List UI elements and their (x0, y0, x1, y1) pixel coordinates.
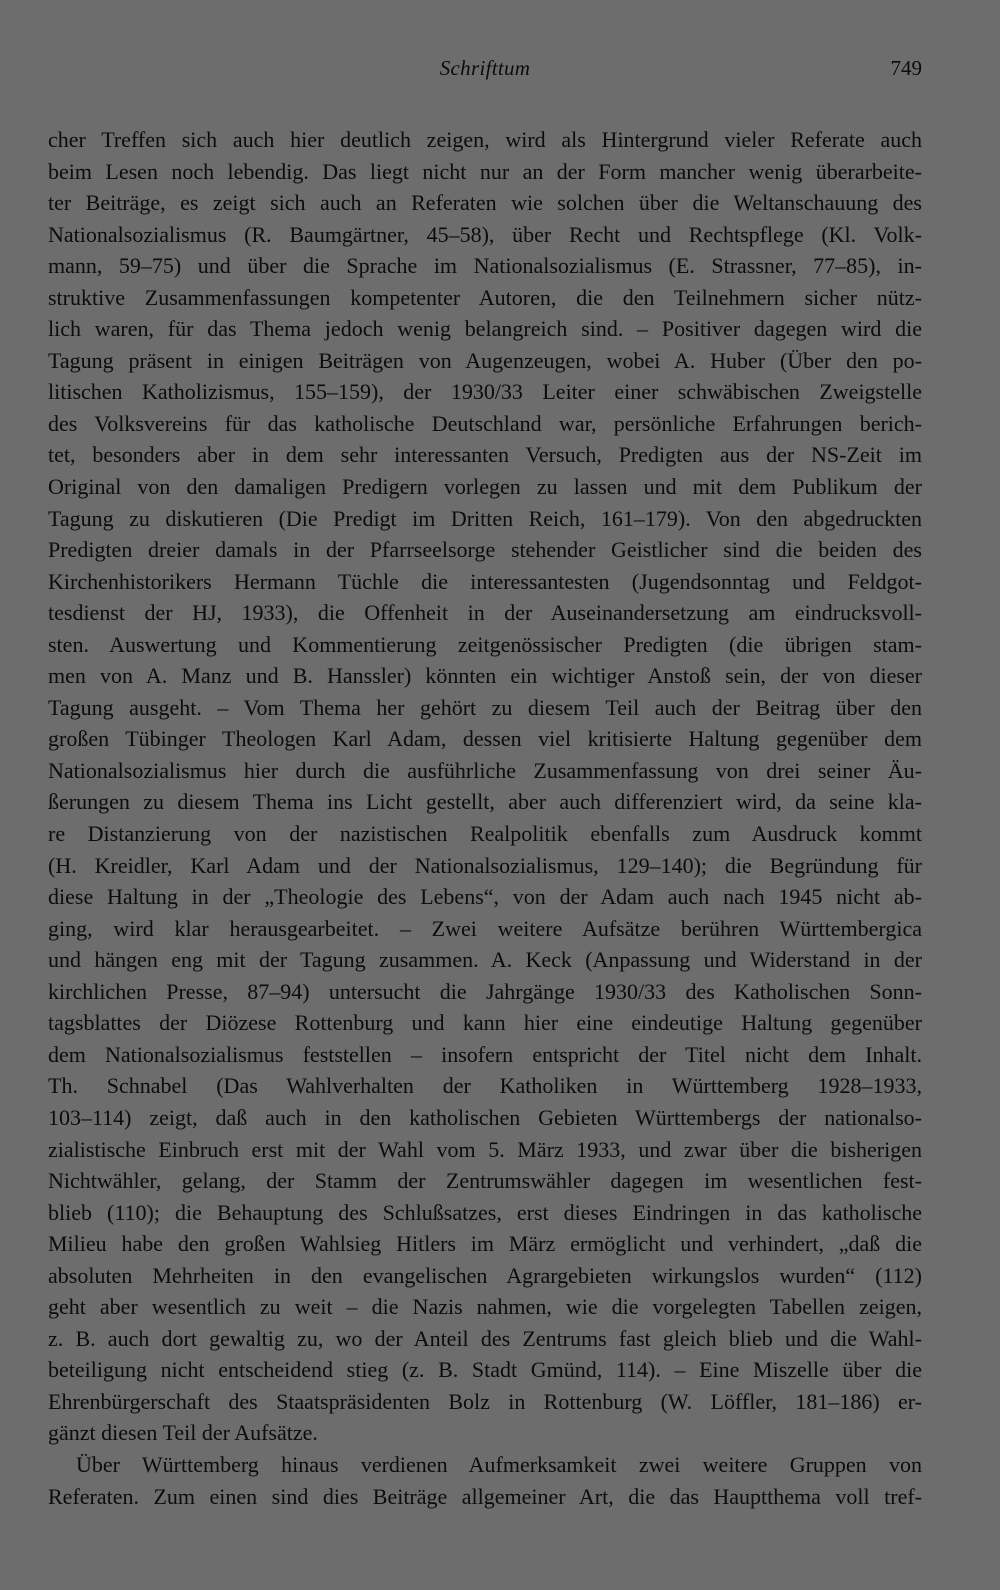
text-line: Nationalsozialismus (R. Baumgärtner, 45–58), über Recht und Rechtspflege (Kl. Volk- (48, 221, 922, 247)
text-line: tet, besonders aber in dem sehr interessanten Versuch, Predigten aus der NS-Zeit im (48, 442, 922, 468)
text-line: lich waren, für das Thema jedoch wenig belangreich sind. – Positiver dagegen wird die (48, 316, 922, 342)
text-line: Nichtwähler, gelang, der Stamm der Zentrumswähler dagegen im wesentlichen fest- (48, 1168, 922, 1194)
text-line: Referaten. Zum einen sind dies Beiträge allgemeiner Art, die das Hauptthema voll tref- (48, 1483, 922, 1509)
text-line: tagsblattes der Diözese Rottenburg und kann hier eine eindeutige Haltung gegenüber (48, 1010, 922, 1036)
text-line: zialistische Einbruch erst mit der Wahl vom 5. März 1933, und zwar über die bisherigen (48, 1136, 922, 1162)
body-text (48, 124, 922, 1512)
text-line: dem Nationalsozialismus feststellen – insofern entspricht der Titel nicht dem Inhalt. (48, 1041, 922, 1067)
text-line: Kirchenhistorikers Hermann Tüchle die interessantesten (Jugendsonntag und Feldgot- (48, 568, 922, 594)
running-head (48, 56, 922, 86)
text-line: Nationalsozialismus hier durch die ausführliche Zusammenfassung von drei seiner Äu- (48, 757, 922, 783)
text-line: cher Treffen sich auch hier deutlich zeigen, wird als Hintergrund vieler Referate auch (48, 127, 922, 152)
text-line: Tagung ausgeht. – Vom Thema her gehört zu diesem Teil auch der Beitrag über den (48, 694, 922, 720)
text-line: geht aber wesentlich zu weit – die Nazis nahmen, wie die vorgelegten Tabellen zeigen, (48, 1294, 922, 1320)
text-line: des Volksvereins für das katholische Deutschland war, persönliche Erfahrungen berich- (48, 410, 922, 436)
text-line: sten. Auswertung und Kommentierung zeitgenössischer Predigten (die übrigen stam- (48, 631, 922, 657)
text-line: Tagung präsent in einigen Beiträgen von Augenzeugen, wobei A. Huber (Über den po- (48, 347, 922, 373)
text-line: 103–114) zeigt, daß auch in den katholischen Gebieten Württembergs der nationalso- (48, 1104, 922, 1130)
text-line: ßerungen zu diesem Thema ins Licht gestellt, aber auch differenziert wird, da seine kla- (48, 789, 922, 815)
text-line: (H. Kreidler, Karl Adam und der Nationalsozialismus, 129–140); die Begründung für (48, 852, 922, 878)
text-line: mann, 59–75) und über die Sprache im Nationalsozialismus (E. Strassner, 77–85), in- (48, 253, 922, 279)
text-line: gänzt diesen Teil der Aufsätze. (48, 1420, 318, 1446)
text-line: ter Beiträge, es zeigt sich auch an Referaten wie solchen über die Weltanschauung des (48, 190, 922, 216)
text-line: Milieu habe den großen Wahlsieg Hitlers im März ermöglicht und verhindert, „daß die (48, 1231, 922, 1257)
text-line: struktive Zusammenfassungen kompetenter Autoren, die den Teilnehmern sicher nütz- (48, 284, 922, 310)
text-line: beim Lesen noch lebendig. Das liegt nicht nur an der Form mancher wenig überarbeite- (48, 158, 922, 184)
text-line: z. B. auch dort gewaltig zu, wo der Anteil des Zentrums fast gleich blieb und die Wahl- (48, 1325, 922, 1351)
text-line: Original von den damaligen Predigern vorlegen zu lassen und mit dem Publikum der (48, 474, 922, 500)
text-line: kirchlichen Presse, 87–94) untersucht die Jahrgänge 1930/33 des Katholischen Sonn- (48, 978, 922, 1004)
text-line: Über Württemberg hinaus verdienen Aufmerksamkeit zwei weitere Gruppen von (76, 1451, 922, 1477)
text-line: re Distanzierung von der nazistischen Realpolitik ebenfalls zum Ausdruck kommt (48, 821, 922, 847)
page-number: 749 (890, 56, 922, 80)
text-line: blieb (110); die Behauptung des Schlußsatzes, erst dieses Eindringen in das katholische (48, 1199, 922, 1225)
running-title: Schrifttum (439, 56, 531, 80)
text-line: Tagung zu diskutieren (Die Predigt im Dritten Reich, 161–179). Von den abgedruckten (48, 505, 922, 531)
text-line: Ehrenbürgerschaft des Staatspräsidenten Bolz in Rottenburg (W. Löffler, 181–186) er- (48, 1388, 922, 1414)
text-line: absoluten Mehrheiten in den evangelischen Agrargebieten wirkungslos wurden“ (112) (48, 1262, 922, 1288)
text-line: ging, wird klar herausgearbeitet. – Zwei weitere Aufsätze berühren Württembergica (48, 915, 922, 941)
text-line: Predigten dreier damals in der Pfarrseelsorge stehender Geistlicher sind die beiden des (48, 537, 922, 563)
text-line: tesdienst der HJ, 1933), die Offenheit in der Auseinandersetzung am eindrucksvoll- (48, 600, 922, 626)
text-line: men von A. Manz und B. Hanssler) könnten ein wichtiger Anstoß sein, der von dieser (48, 663, 922, 689)
text-line: großen Tübinger Theologen Karl Adam, dessen viel kritisierte Haltung gegenüber dem (48, 726, 922, 752)
text-line: und hängen eng mit der Tagung zusammen. A. Keck (Anpassung und Widerstand in der (48, 947, 922, 973)
text-line: diese Haltung in der „Theologie des Lebens“, von der Adam auch nach 1945 nicht ab- (48, 884, 922, 910)
text-line: litischen Katholizismus, 155–159), der 1930/33 Leiter einer schwäbischen Zweigstelle (48, 379, 922, 405)
text-line: Th. Schnabel (Das Wahlverhalten der Katholiken in Württemberg 1928–1933, (48, 1073, 922, 1099)
text-line: beteiligung nicht entscheidend stieg (z. B. Stadt Gmünd, 114). – Eine Miszelle über die (48, 1357, 922, 1383)
